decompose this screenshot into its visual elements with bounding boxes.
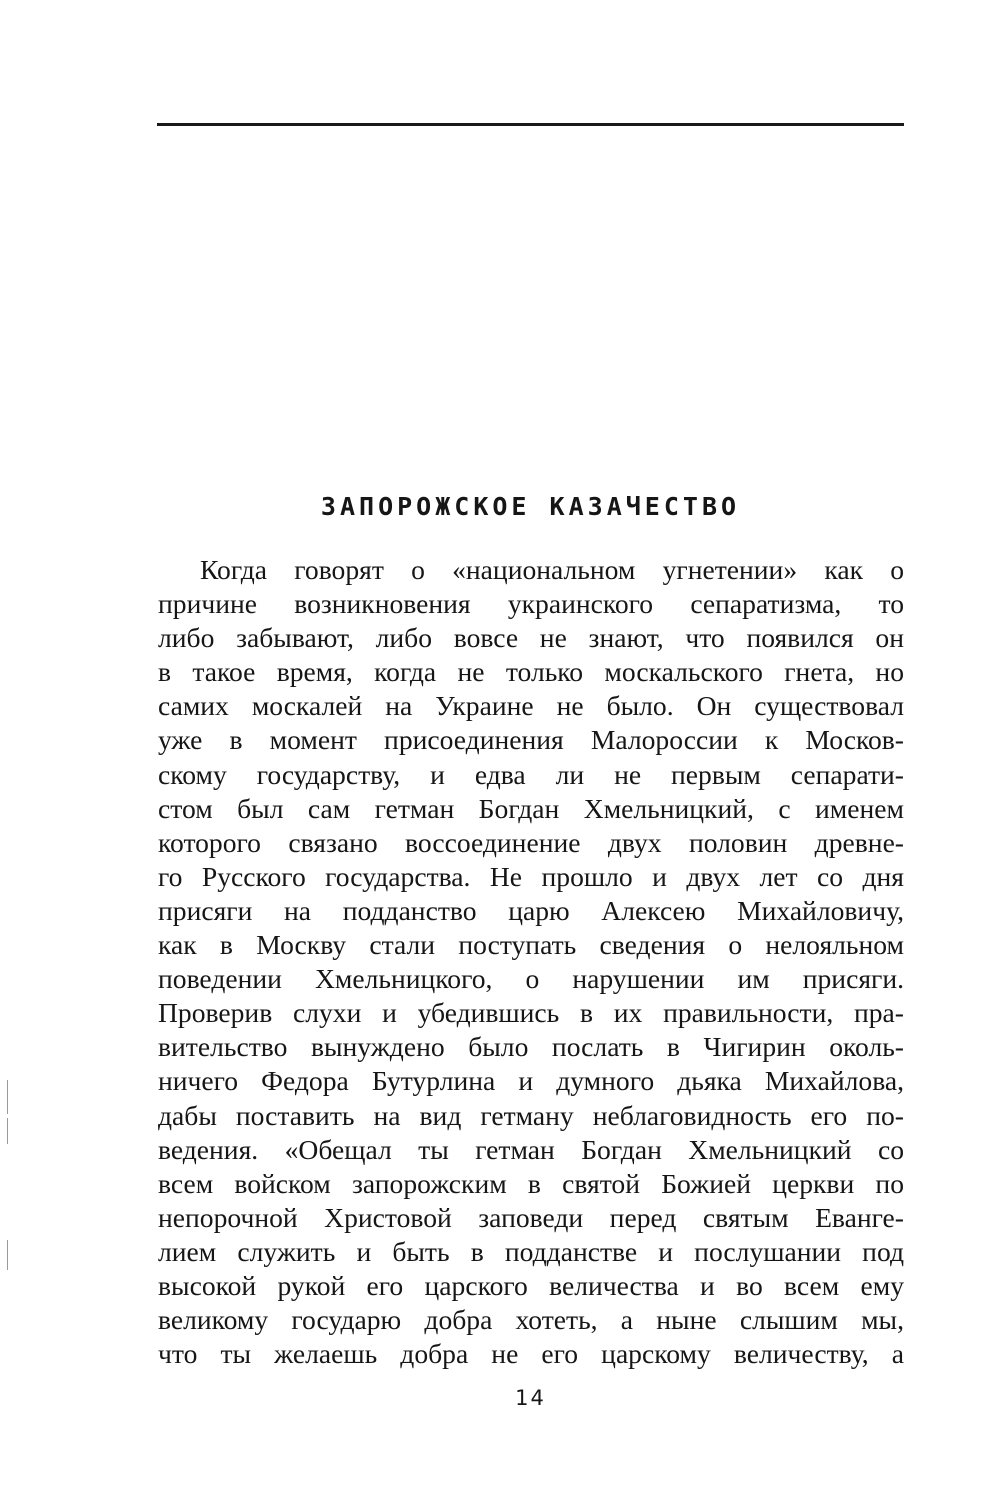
paragraph-line: непорочной Христовой заповеди перед святым Еванге- <box>158 1201 904 1233</box>
paragraph-line: присяги на подданство царю Алексею Михайловичу, <box>158 894 904 926</box>
paragraph-line: которого связано воссоединение двух половин древне- <box>158 826 904 858</box>
paragraph-line: причине возникновения украинского сепаратизма, то <box>158 588 904 620</box>
paragraph-line: высокой рукой его царского величества и во всем ему <box>158 1269 904 1301</box>
paragraph-line: ведения. «Обещал ты гетман Богдан Хмельницкий со <box>158 1133 904 1165</box>
scan-artifact-mark <box>7 1118 8 1144</box>
paragraph-line: самих москалей на Украине не было. Он существовал <box>158 690 904 722</box>
paragraph-line: дабы поставить на вид гетману неблаговидность его по- <box>158 1099 904 1131</box>
paragraph-line: Проверив слухи и убедившись в их правильности, пра- <box>158 997 904 1029</box>
page-number: 14 <box>515 1386 546 1410</box>
paragraph-line: поведении Хмельницкого, о нарушении им присяги. <box>158 963 904 995</box>
paragraph-line: стом был сам гетман Богдан Хмельницкий, с именем <box>158 792 904 824</box>
paragraph-line: великому государю добра хотеть, а ныне слышим мы, <box>158 1304 904 1336</box>
header-rule <box>157 123 904 126</box>
paragraph-line: уже в момент присоединения Малороссии к Москов- <box>158 724 904 756</box>
paragraph-line: в такое время, когда не только москальского гнета, но <box>158 656 904 688</box>
chapter-title: ЗАПОРОЖСКОЕ КАЗАЧЕСТВО <box>320 492 741 521</box>
paragraph-line: Когда говорят о «национальном угнетении» как о <box>200 554 904 585</box>
paragraph-line: го Русского государства. Не прошло и двух лет со дня <box>158 860 904 892</box>
paragraph-line: скому государству, и едва ли не первым сепарати- <box>158 758 904 790</box>
paragraph-line: ничего Федора Бутурлина и думного дьяка Михайлова, <box>158 1065 904 1097</box>
body-paragraph <box>158 553 904 1371</box>
paragraph-line: как в Москву стали поступать сведения о нелояльном <box>158 929 904 961</box>
paragraph-line: либо забывают, либо вовсе не знают, что появился он <box>158 622 904 654</box>
paragraph-line: всем войском запорожским в святой Божией церкви по <box>158 1167 904 1199</box>
scan-artifact-mark <box>7 1080 8 1114</box>
scan-artifact-mark <box>7 1240 8 1270</box>
paragraph-line: что ты желаешь добра не его царскому величеству, а <box>158 1338 904 1370</box>
paragraph-line: вительство вынуждено было послать в Чигирин околь- <box>158 1031 904 1063</box>
paragraph-line: лием служить и быть в подданстве и послушании под <box>158 1235 904 1267</box>
